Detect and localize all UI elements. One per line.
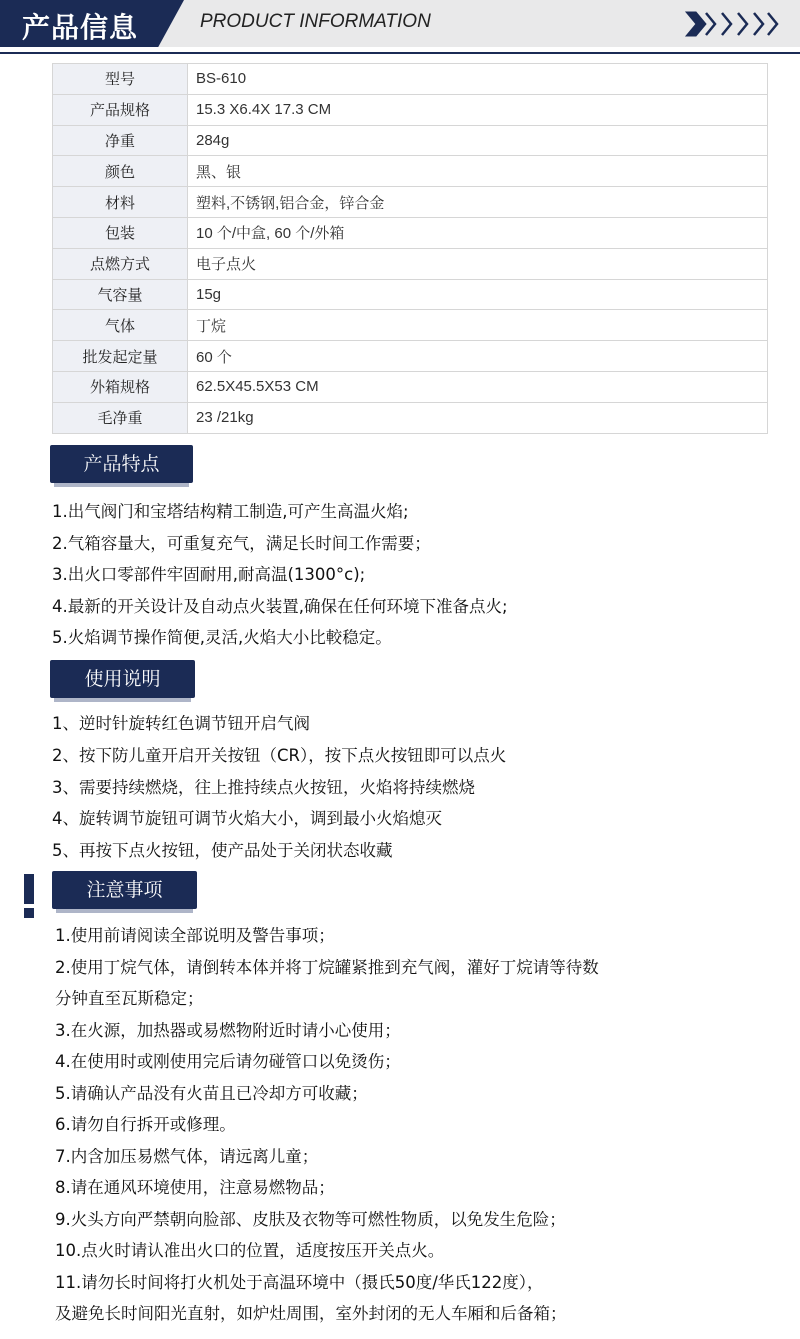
- features-list: [52, 498, 508, 656]
- table-row: [53, 187, 768, 218]
- list-item: 4.最新的开关设计及自动点火装置,确保在任何环境下准备点火;: [52, 596, 508, 616]
- table-row: [53, 125, 768, 156]
- spec-value: 284g: [188, 125, 768, 156]
- table-row: [53, 156, 768, 187]
- spec-value: 60 个: [188, 341, 768, 372]
- spec-value: 15g: [188, 279, 768, 310]
- spec-label: 型号: [53, 64, 188, 95]
- spec-value: 塑料,不锈钢,铝合金，锌合金: [188, 187, 768, 218]
- exclamation-icon: [22, 874, 36, 918]
- list-item: 4、旋转调节旋钮可调节火焰大小，调到最小火焰熄灭: [52, 809, 442, 829]
- table-row: [53, 279, 768, 310]
- spec-label: 点燃方式: [53, 248, 188, 279]
- table-row: [53, 402, 768, 433]
- table-row: [53, 310, 768, 341]
- list-item: 5、再按下点火按钮，使产品处于关闭状态收藏: [52, 841, 393, 861]
- table-row: [53, 64, 768, 95]
- spec-label: 产品规格: [53, 94, 188, 125]
- spec-label: 批发起定量: [53, 341, 188, 372]
- spec-value: 黑、银: [188, 156, 768, 187]
- list-item: 8.请在通风环境使用，注意易燃物品；: [55, 1178, 335, 1197]
- notes-list: [55, 922, 599, 1332]
- table-row: [53, 341, 768, 372]
- list-item: 11.请勿长时间将打火机处于高温环境中（摄氏50度/华氏122度），: [55, 1272, 544, 1292]
- list-item: 1.使用前请阅读全部说明及警告事项；: [55, 926, 335, 945]
- spec-label: 外箱规格: [53, 371, 188, 402]
- spec-value: 电子点火: [188, 248, 768, 279]
- chevron-right-arrows-icon: [684, 10, 784, 38]
- usage-list: [52, 710, 506, 869]
- list-item: 6.请勿自行拆开或修理。: [55, 1115, 236, 1134]
- spec-label: 毛净重: [53, 402, 188, 433]
- spec-value: 丁烷: [188, 310, 768, 341]
- notes-heading: 注意事项: [52, 871, 197, 909]
- header-title-cn: 产品信息: [22, 11, 139, 44]
- table-row: [53, 94, 768, 125]
- list-item: 10.点火时请认准出火口的位置，适度按压开关点火。: [55, 1241, 445, 1260]
- list-item: 1.出气阀门和宝塔结构精工制造,可产生高温火焰;: [52, 502, 409, 521]
- features-heading: 产品特点: [50, 445, 193, 483]
- table-row: [53, 217, 768, 248]
- spec-value: 10 个/中盒, 60 个/外箱: [188, 217, 768, 248]
- header-title-en: PRODUCT INFORMATION: [200, 11, 431, 32]
- list-item: 7.内含加压易燃气体，请远离儿童；: [55, 1146, 319, 1166]
- list-item: 2、按下防儿童开启开关按钮（CR），按下点火按钮即可以点火: [52, 745, 507, 765]
- spec-value: 62.5X45.5X53 CM: [188, 371, 768, 402]
- list-item: 3.出火口零部件牢固耐用,耐高温(1300°c);: [52, 565, 366, 584]
- list-item: 1、逆时针旋转红色调节钮开启气阀: [52, 714, 310, 733]
- list-item: 及避免长时间阳光直射，如炉灶周围，室外封闭的无人车厢和后备箱；: [55, 1304, 567, 1323]
- list-item: 2.气箱容量大，可重复充气，满足长时间工作需要；: [52, 533, 431, 553]
- list-item: 3、需要持续燃烧，往上推持续点火按钮，火焰将持续燃烧: [52, 777, 475, 797]
- spec-value: 15.3 X6.4X 17.3 CM: [188, 94, 768, 125]
- table-row: [53, 371, 768, 402]
- list-item: 5.火焰调节操作简便,灵活,火焰大小比較稳定。: [52, 628, 392, 647]
- list-item: 3.在火源，加热器或易燃物附近时请小心使用；: [55, 1020, 401, 1040]
- spec-label: 包装: [53, 217, 188, 248]
- spec-label: 材料: [53, 187, 188, 218]
- spec-label: 气容量: [53, 279, 188, 310]
- spec-value: BS-610: [188, 64, 768, 95]
- list-item: 9.火头方向严禁朝向脸部、皮肤及衣物等可燃性物质，以免发生危险；: [55, 1209, 566, 1229]
- list-item: 5.请确认产品没有火苗且已冷却方可收藏；: [55, 1083, 368, 1103]
- header-divider: [0, 52, 800, 54]
- spec-value: 23 /21kg: [188, 402, 768, 433]
- list-item: 分钟直至瓦斯稳定；: [55, 989, 204, 1008]
- usage-heading: 使用说明: [50, 660, 195, 698]
- spec-label: 净重: [53, 125, 188, 156]
- spec-label: 颜色: [53, 156, 188, 187]
- table-row: [53, 248, 768, 279]
- list-item: 2.使用丁烷气体，请倒转本体并将丁烷罐紧推到充气阀，灌好丁烷请等待数: [55, 957, 599, 977]
- spec-table: [52, 63, 768, 434]
- spec-label: 气体: [53, 310, 188, 341]
- page-header: [0, 0, 800, 47]
- list-item: 4.在使用时或刚使用完后请勿碰管口以免烫伤；: [55, 1052, 401, 1071]
